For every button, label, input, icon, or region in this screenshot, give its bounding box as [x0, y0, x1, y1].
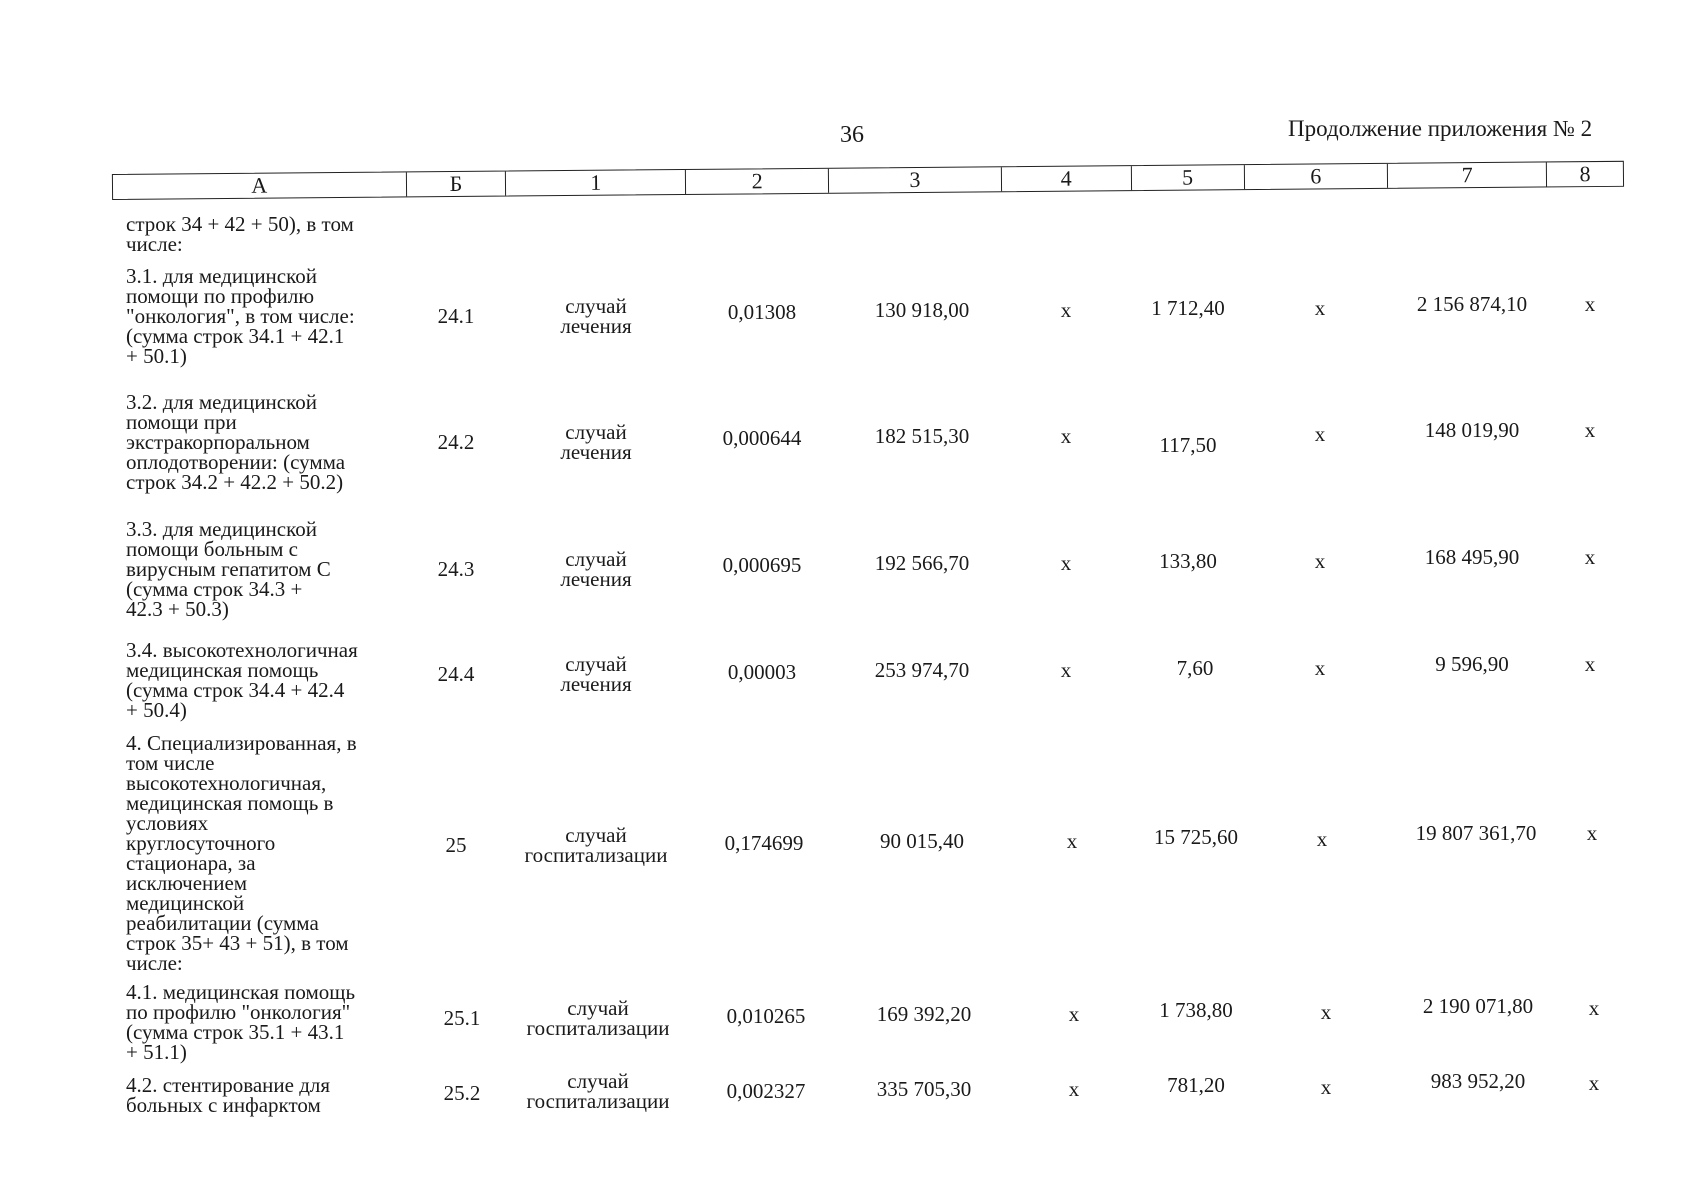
row-col-3: 182 515,30 [874, 424, 970, 448]
row-description: 4. Специализированная, в том числе высокотехнологичная, медицинская помощь в условиях круглосуточного стационара, за исключением медицинской реабилитации (сумма строк 35+ 43 + 51), в том числе: [126, 731, 357, 975]
header-col-b: Б [406, 172, 506, 197]
row-col-2: 0,000644 [722, 426, 802, 450]
row-col-7: 2 190 071,80 [1422, 994, 1534, 1018]
row-col-3: 192 566,70 [874, 551, 970, 575]
row-code: 25.1 [443, 1006, 481, 1030]
row-col-4: x [1060, 298, 1072, 322]
row-unit: случай госпитализации [524, 823, 668, 867]
row-description: 3.1. для медицинской помощи по профилю "онкология", в том числе: (сумма строк 34.1 + 42.1 + 50.1) [126, 264, 355, 368]
row-col-3: 90 015,40 [880, 829, 964, 853]
row-col-2: 0,174699 [724, 831, 804, 855]
row-col-6: x [1314, 296, 1326, 320]
row-col-4: x [1060, 551, 1072, 575]
row-col-4: x [1060, 424, 1072, 448]
row-col-7: 2 156 874,10 [1416, 292, 1528, 316]
row-col-5: 7,60 [1176, 656, 1214, 680]
row-col-8: x [1584, 545, 1596, 569]
header-col-3: 3 [829, 167, 1002, 193]
row-col-6: x [1314, 422, 1326, 446]
row-col-2: 0,000695 [722, 553, 802, 577]
row-col-7: 9 596,90 [1435, 652, 1509, 676]
row-col-3: 253 974,70 [874, 658, 970, 682]
row-col-4: x [1060, 658, 1072, 682]
row-col-5: 117,50 [1159, 433, 1217, 457]
row-col-7: 19 807 361,70 [1415, 821, 1537, 845]
row-col-3: 335 705,30 [876, 1077, 972, 1101]
row-col-2: 0,00003 [727, 660, 797, 684]
header-col-5: 5 [1132, 165, 1245, 190]
row-col-8: x [1584, 418, 1596, 442]
row-col-4: x [1068, 1002, 1080, 1026]
row-col-5: 15 725,60 [1154, 825, 1238, 849]
header-col-2: 2 [686, 169, 829, 194]
row-col-4: x [1068, 1077, 1080, 1101]
header-col-7: 7 [1388, 162, 1547, 187]
row-unit: случай лечения [560, 294, 632, 338]
row-col-8: x [1586, 821, 1598, 845]
row-code: 24.1 [437, 304, 475, 328]
row-col-6: x [1320, 1075, 1332, 1099]
header-col-6: 6 [1244, 164, 1388, 189]
row-description: 3.4. высокотехнологичная медицинская помощь (сумма строк 34.4 + 42.4 + 50.4) [126, 638, 358, 722]
row-col-6: x [1316, 827, 1328, 851]
row-col-7: 168 495,90 [1424, 545, 1520, 569]
table-header-row [112, 161, 1624, 200]
row-col-2: 0,002327 [726, 1079, 806, 1103]
row-col-6: x [1314, 549, 1326, 573]
row-col-5: 1 712,40 [1151, 296, 1225, 320]
row-col-7: 983 952,20 [1430, 1069, 1526, 1093]
row-code: 24.4 [437, 662, 475, 686]
header-col-4: 4 [1002, 166, 1132, 191]
row-description: 4.2. стентирование для больных с инфарктом [126, 1073, 331, 1117]
header-col-1: 1 [506, 170, 686, 196]
row-col-6: x [1314, 656, 1326, 680]
row-description: 4.1. медицинская помощь по профилю "онкология" (сумма строк 35.1 + 43.1 + 51.1) [126, 980, 356, 1064]
row-col-8: x [1588, 996, 1600, 1020]
row-code: 24.2 [437, 430, 475, 454]
row-unit: случай лечения [560, 652, 632, 696]
page-number: 36 [840, 122, 864, 148]
header-col-8: 8 [1579, 161, 1591, 187]
row-description: 3.3. для медицинской помощи больным с вирусным гепатитом С (сумма строк 34.3 + 42.3 + 50.3) [126, 517, 331, 621]
row-col-5: 781,20 [1167, 1073, 1225, 1097]
header-col-a: А [113, 172, 407, 199]
row-code: 24.3 [437, 557, 475, 581]
row-unit: случай лечения [560, 420, 632, 464]
row-unit: случай лечения [560, 547, 632, 591]
row-col-7: 148 019,90 [1424, 418, 1520, 442]
row-unit: случай госпитализации [526, 996, 670, 1040]
row-description: 3.2. для медицинской помощи при экстракорпоральном оплодотворении: (сумма строк 34.2 + 42.2 + 50.2) [126, 390, 346, 494]
row-col-3: 169 392,20 [876, 1002, 972, 1026]
appendix-note: Продолжение приложения № 2 [1288, 116, 1593, 141]
row-code: 25 [445, 833, 467, 857]
row-col-6: x [1320, 1000, 1332, 1024]
row-col-2: 0,010265 [726, 1004, 806, 1028]
row-col-4: x [1066, 829, 1078, 853]
row-col-3: 130 918,00 [874, 298, 970, 322]
row-col-8: x [1584, 652, 1596, 676]
row-description: строк 34 + 42 + 50), в том числе: [126, 212, 354, 256]
row-col-8: x [1584, 292, 1596, 316]
row-col-5: 1 738,80 [1159, 998, 1233, 1022]
row-col-2: 0,01308 [727, 300, 797, 324]
row-col-5: 133,80 [1159, 549, 1217, 573]
row-code: 25.2 [443, 1081, 481, 1105]
row-col-8: x [1588, 1071, 1600, 1095]
row-unit: случай госпитализации [526, 1069, 670, 1113]
